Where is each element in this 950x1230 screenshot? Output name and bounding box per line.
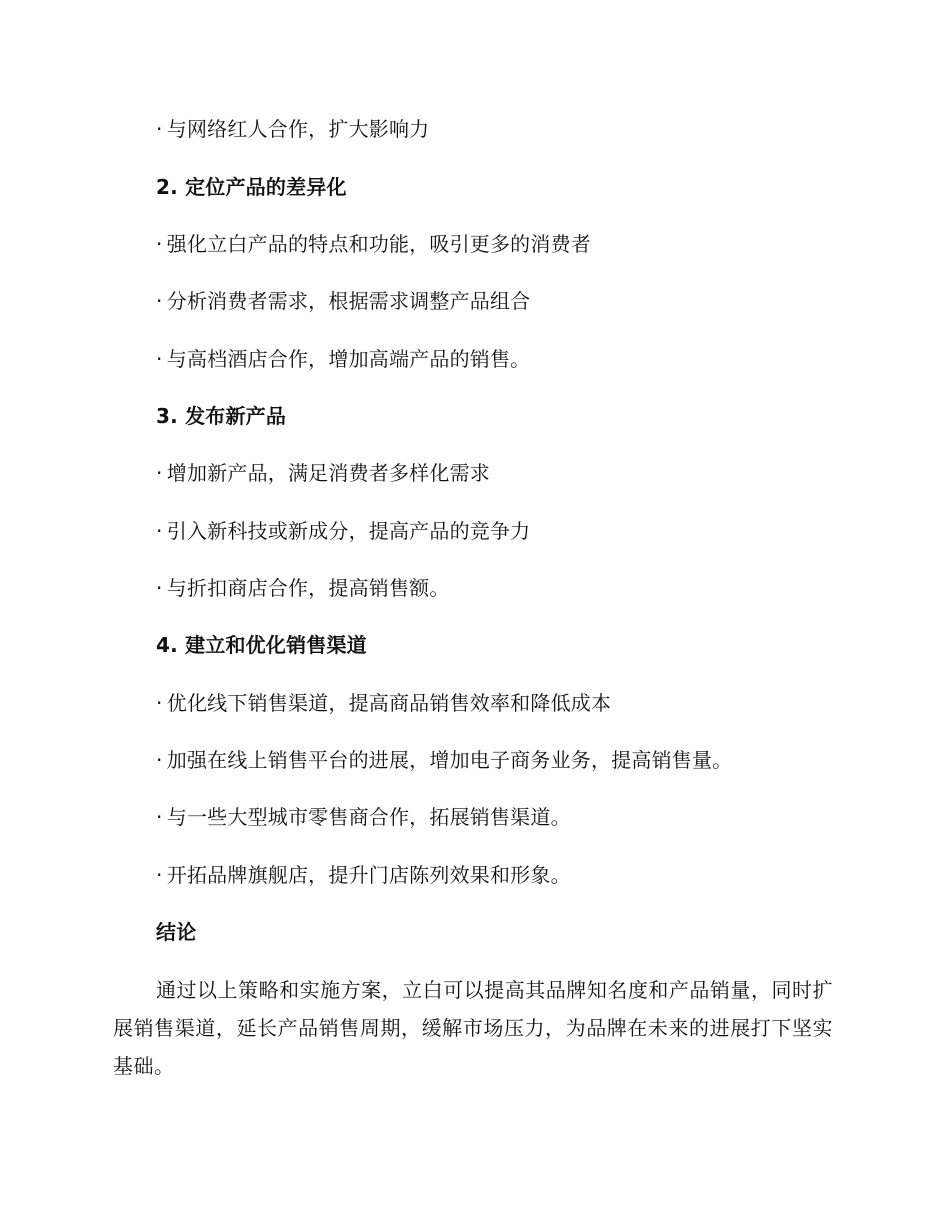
bullet-item: · 与折扣商店合作，提高销售额。 [156, 574, 450, 602]
section-heading: 3. 发布新产品 [156, 404, 287, 428]
section-heading: 4. 建立和优化销售渠道 [156, 633, 367, 657]
bullet-item: · 与一些大型城市零售商合作，拓展销售渠道。 [156, 803, 571, 831]
bullet-item: · 加强在线上销售平台的进展，增加电子商务业务，提高销售量。 [156, 746, 732, 774]
bullet-item: · 与网络红人合作，扩大影响力 [156, 115, 429, 143]
conclusion-heading: 结论 [156, 920, 197, 944]
conclusion-paragraph: 通过以上策略和实施方案，立白可以提高其品牌知名度和产品销量，同时扩展销售渠道，延长产品销售周期，缓解市场压力，为品牌在未来的进展打下坚实基础。 [113, 978, 833, 1078]
bullet-item: · 分析消费者需求，根据需求调整产品组合 [156, 287, 530, 315]
bullet-item: · 优化线下销售渠道，提高商品销售效率和降低成本 [156, 689, 611, 717]
bullet-item: · 与高档酒店合作，增加高端产品的销售。 [156, 345, 530, 373]
bullet-item: · 强化立白产品的特点和功能，吸引更多的消费者 [156, 230, 591, 258]
bullet-item: · 开拓品牌旗舰店，提升门店陈列效果和形象。 [156, 861, 571, 889]
bullet-item: · 引入新科技或新成分，提高产品的竞争力 [156, 517, 530, 545]
section-heading: 2. 定位产品的差异化 [156, 175, 347, 199]
bullet-item: · 增加新产品，满足消费者多样化需求 [156, 459, 490, 487]
